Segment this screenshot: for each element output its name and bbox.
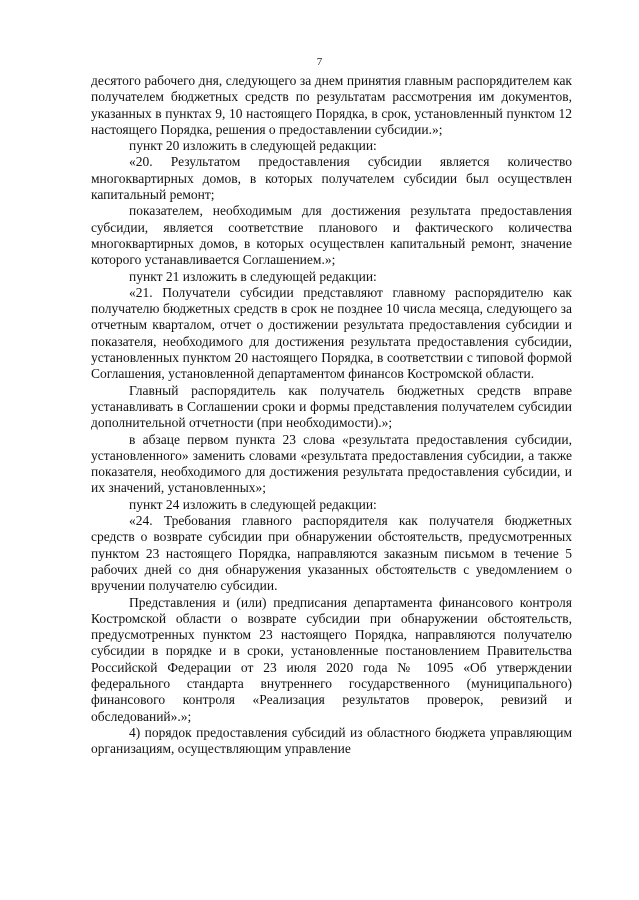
paragraph-point-24-control: Представления и (или) предписания департамента финансового контроля Костромской области о возврате субсидии при обнаружении обстоятельств, предусмотренных пунктом 23 настоящего Порядка, направляются получателю субсидии в порядке и в сроки, установленные постановлением Правительства Российской Федерации от 23 июля 2020 года № 1095 «Об утверждении федерального стандарта внутреннего государственного (муниципального) финансового контроля «Реализация результатов проверок, ревизий и обследований».»; [91,594,572,724]
paragraph-point-20-text: «20. Результатом предоставления субсидии является количество многоквартирных домов, в которых получателем субсидии был осуществлен капитальный ремонт; [91,154,572,203]
page-number: 7 [316,56,323,68]
paragraph-item-4: 4) порядок предоставления субсидий из областного бюджета управляющим организациям, осуществляющим управление [91,724,572,757]
paragraph-point-24-text: «24. Требования главного распорядителя как получателя бюджетных средств о возврате субсидии при обнаружении обстоятельств, предусмотренных пунктом 23 настоящего Порядка, направляются заказным письмом в течение 5 рабочих дней со дня обнаружения указанных обстоятельств с уведомлением о вручении получателю субсидии. [91,513,572,594]
paragraph-point-20-indicator: показателем, необходимым для достижения результата предоставления субсидии, является соответствие планового и фактического количества многоквартирных домов, в которых осуществлен капитальный ремонт, значение которого устанавливается Соглашением.»; [91,203,572,268]
paragraph-point-24-intro: пункт 24 изложить в следующей редакции: [129,496,377,512]
paragraph-point-21-intro: пункт 21 изложить в следующей редакции: [129,268,377,284]
document-body [91,73,572,757]
paragraph-point-23-amendment: в абзаце первом пункта 23 слова «результата предоставления субсидии, установленного» заменить словами «результата предоставления субсидии, а также показателя, необходимого для достижения результата предоставления субсидии, и их значений, установленных»; [91,431,572,496]
paragraph-point-20-intro: пункт 20 изложить в следующей редакции: [129,138,377,154]
paragraph-point-21-text: «21. Получатели субсидии представляют главному распорядителю как получателю бюджетных средств в срок не позднее 10 числа месяца, следующего за отчетным кварталом, отчет о достижении результата предоставления субсидии и показателя, необходимого для достижения результата предоставления субсидии, установленных пунктом 20 настоящего Порядка, в соответствии с типовой формой Соглашения, установленной департаментом финансов Костромской области. [91,284,572,382]
paragraph-point-21-reporting: Главный распорядитель как получатель бюджетных средств вправе устанавливать в Соглашении сроки и формы представления получателем субсидии дополнительной отчетности (при необходимости).»; [91,382,572,431]
paragraph-continuation: десятого рабочего дня, следующего за днем принятия главным распорядителем как получателем бюджетных средств по результатам рассмотрения им документов, указанных в пунктах 9, 10 настоящего Порядка, в срок, установленный пунктом 12 настоящего Порядка, решения о предоставлении субсидии.»; [91,73,572,137]
